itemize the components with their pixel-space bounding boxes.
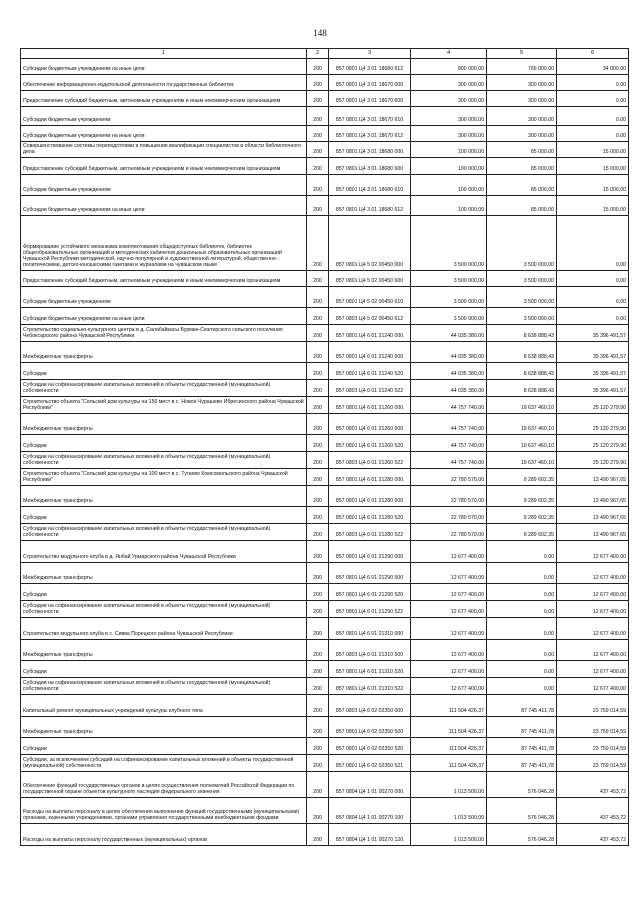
row-code-cell: 200 [307, 308, 329, 325]
row-kbk-cell: 857 0801 Ц4 6 01 21290 520 [329, 584, 411, 601]
row-approved-cell: 44 035 380,00 [411, 342, 487, 363]
row-kbk-cell: 857 0801 Ц4 6 01 21310 522 [329, 678, 411, 695]
table-row [21, 584, 629, 601]
row-kbk-cell: 857 0801 Ц4 3 01 18680 612 [329, 196, 411, 216]
row-kbk-cell: 857 0801 Ц4 6 01 21240 500 [329, 342, 411, 363]
table-row [21, 126, 629, 142]
header-cell: 3 [329, 49, 411, 59]
row-approved-cell: 12 677 400,00 [411, 584, 487, 601]
row-name-cell: Субсидии бюджетным учреждениям на иные цели [21, 126, 307, 142]
row-approved-cell: 100 000,00 [411, 175, 487, 196]
row-name-cell: Межбюджетные трансферты [21, 563, 307, 584]
row-code-cell: 200 [307, 342, 329, 363]
row-code-cell: 200 [307, 824, 329, 846]
row-kbk-cell: 857 0801 Ц4 6 01 21240 000 [329, 325, 411, 342]
row-approved-cell: 44 757 740,00 [411, 435, 487, 452]
row-kbk-cell: 857 0801 Ц4 6 01 21310 000 [329, 618, 411, 640]
row-remaining-cell: 23 759 014,59 [557, 755, 629, 772]
row-name-cell: Субсидии на софинансирование капитальных вложений в объекты государственной (муниципальной) собственности [21, 524, 307, 541]
row-code-cell: 200 [307, 640, 329, 661]
table-row [21, 216, 629, 271]
row-kbk-cell: 857 0801 Ц4 6 01 21280 500 [329, 486, 411, 507]
row-kbk-cell: 857 0801 Ц4 6 01 21260 000 [329, 397, 411, 414]
row-kbk-cell: 857 0801 Ц4 6 02 02350 521 [329, 755, 411, 772]
row-approved-cell: 12 677 400,00 [411, 541, 487, 563]
table-row [21, 452, 629, 469]
row-approved-cell: 12 677 400,00 [411, 678, 487, 695]
row-code-cell: 200 [307, 363, 329, 380]
row-name-cell: Субсидии [21, 435, 307, 452]
row-approved-cell: 300 000,00 [411, 107, 487, 126]
row-remaining-cell: 0,00 [557, 308, 629, 325]
row-name-cell: Субсидии [21, 584, 307, 601]
row-kbk-cell: 857 0801 Ц4 6 01 21310 500 [329, 640, 411, 661]
row-executed-cell: 0,00 [487, 640, 557, 661]
header-cell: 5 [487, 49, 557, 59]
table-row [21, 824, 629, 846]
row-remaining-cell: 437 453,72 [557, 798, 629, 824]
table-row [21, 325, 629, 342]
row-code-cell: 200 [307, 507, 329, 524]
row-remaining-cell: 12 677 400,00 [557, 678, 629, 695]
row-name-cell: Межбюджетные трансферты [21, 486, 307, 507]
row-code-cell: 200 [307, 91, 329, 107]
row-approved-cell: 12 677 400,00 [411, 601, 487, 618]
row-kbk-cell: 857 0801 Ц4 3 01 18670 610 [329, 107, 411, 126]
row-kbk-cell: 857 0801 Ц4 6 01 21290 522 [329, 601, 411, 618]
row-name-cell: Межбюджетные трансферты [21, 342, 307, 363]
row-code-cell: 200 [307, 678, 329, 695]
header-cell: 1 [21, 49, 307, 59]
row-code-cell: 200 [307, 175, 329, 196]
row-remaining-cell: 35 396 491,57 [557, 380, 629, 397]
row-approved-cell: 22 780 570,00 [411, 507, 487, 524]
row-name-cell: Субсидии [21, 661, 307, 678]
row-code-cell: 200 [307, 75, 329, 91]
table-row [21, 435, 629, 452]
table-row [21, 640, 629, 661]
row-approved-cell: 44 757 740,00 [411, 414, 487, 435]
row-executed-cell: 300 000,00 [487, 75, 557, 91]
row-remaining-cell: 23 759 014,59 [557, 738, 629, 755]
table-row [21, 469, 629, 486]
row-kbk-cell: 857 0801 Ц4 5 02 00450 610 [329, 287, 411, 308]
row-kbk-cell: 857 0801 Ц4 6 01 21280 522 [329, 524, 411, 541]
row-remaining-cell: 25 120 279,90 [557, 397, 629, 414]
row-remaining-cell: 12 677 400,00 [557, 563, 629, 584]
row-remaining-cell: 25 120 279,90 [557, 414, 629, 435]
row-kbk-cell: 857 0801 Ц4 3 01 18680 610 [329, 175, 411, 196]
row-kbk-cell: 857 0801 Ц4 3 01 18670 000 [329, 75, 411, 91]
table-header-row [21, 49, 629, 59]
row-executed-cell: 3 500 000,00 [487, 271, 557, 287]
row-kbk-cell: 857 0801 Ц4 6 01 21260 522 [329, 452, 411, 469]
row-kbk-cell: 857 0801 Ц4 6 01 21310 520 [329, 661, 411, 678]
row-approved-cell: 111 504 426,37 [411, 695, 487, 717]
row-executed-cell: 3 500 000,00 [487, 308, 557, 325]
row-executed-cell: 19 637 460,10 [487, 397, 557, 414]
row-approved-cell: 12 677 400,00 [411, 563, 487, 584]
row-code-cell: 200 [307, 738, 329, 755]
row-code-cell: 200 [307, 271, 329, 287]
row-remaining-cell: 15 000,00 [557, 158, 629, 175]
row-executed-cell: 8 638 888,43 [487, 325, 557, 342]
row-kbk-cell: 857 0801 Ц4 6 01 21280 000 [329, 469, 411, 486]
row-code-cell: 200 [307, 158, 329, 175]
row-code-cell: 200 [307, 524, 329, 541]
table-row [21, 755, 629, 772]
row-executed-cell: 576 046,28 [487, 798, 557, 824]
row-kbk-cell: 857 0804 Ц4 1 01 00270 120 [329, 824, 411, 846]
row-name-cell: Субсидии бюджетным учреждениям на иные цели [21, 59, 307, 75]
table-row [21, 59, 629, 75]
row-executed-cell: 19 637 460,10 [487, 435, 557, 452]
row-code-cell: 200 [307, 772, 329, 798]
row-approved-cell: 300 000,00 [411, 91, 487, 107]
row-approved-cell: 111 504 426,37 [411, 755, 487, 772]
budget-table [20, 48, 629, 846]
row-name-cell: Предоставление субсидий бюджетным, автономным учреждениям и иным некоммерческим организациям [21, 158, 307, 175]
row-remaining-cell: 437 453,72 [557, 772, 629, 798]
row-name-cell: Расходы на выплаты персоналу государственных (муниципальных) органов [21, 824, 307, 846]
row-remaining-cell: 15 000,00 [557, 196, 629, 216]
row-remaining-cell: 25 120 279,90 [557, 452, 629, 469]
row-remaining-cell: 12 677 400,00 [557, 584, 629, 601]
row-code-cell: 200 [307, 695, 329, 717]
row-name-cell: Совершенствование системы переподготовки и повышения квалификации специалистов в области библиотечного дела [21, 142, 307, 158]
table-row [21, 717, 629, 738]
table-row [21, 142, 629, 158]
row-code-cell: 200 [307, 601, 329, 618]
row-name-cell: Субсидии [21, 738, 307, 755]
row-name-cell: Межбюджетные трансферты [21, 640, 307, 661]
row-executed-cell: 85 000,00 [487, 175, 557, 196]
table-row [21, 91, 629, 107]
row-name-cell: Строительство объекта "Сельский дом культуры на 100 мест в с. Тугаево Комсомольского района Чувашской Республики" [21, 469, 307, 486]
row-code-cell: 200 [307, 661, 329, 678]
row-executed-cell: 87 745 411,78 [487, 695, 557, 717]
row-executed-cell: 3 500 000,00 [487, 287, 557, 308]
page-number: 148 [313, 28, 327, 38]
row-executed-cell: 3 500 000,00 [487, 216, 557, 271]
row-remaining-cell: 15 000,00 [557, 142, 629, 158]
row-code-cell: 200 [307, 469, 329, 486]
row-code-cell: 200 [307, 435, 329, 452]
row-kbk-cell: 857 0801 Ц4 6 01 21260 500 [329, 414, 411, 435]
row-kbk-cell: 857 0801 Ц4 3 01 18670 600 [329, 91, 411, 107]
row-remaining-cell: 12 677 400,00 [557, 661, 629, 678]
row-name-cell: Субсидии [21, 363, 307, 380]
row-code-cell: 200 [307, 216, 329, 271]
row-executed-cell: 19 637 460,10 [487, 414, 557, 435]
row-kbk-cell: 857 0801 Ц4 6 01 21240 520 [329, 363, 411, 380]
row-executed-cell: 0,00 [487, 618, 557, 640]
row-approved-cell: 22 780 570,00 [411, 524, 487, 541]
row-remaining-cell: 0,00 [557, 271, 629, 287]
table-row [21, 661, 629, 678]
row-kbk-cell: 857 0801 Ц4 3 01 18680 000 [329, 142, 411, 158]
row-remaining-cell: 437 453,72 [557, 824, 629, 846]
row-code-cell: 200 [307, 584, 329, 601]
row-name-cell: Субсидии бюджетным учреждениям [21, 175, 307, 196]
row-code-cell: 200 [307, 380, 329, 397]
table-row [21, 342, 629, 363]
table-row [21, 563, 629, 584]
row-kbk-cell: 857 0801 Ц4 6 02 02350 500 [329, 717, 411, 738]
row-executed-cell: 576 046,28 [487, 772, 557, 798]
row-kbk-cell: 857 0801 Ц4 6 01 21280 520 [329, 507, 411, 524]
row-remaining-cell: 0,00 [557, 126, 629, 142]
row-name-cell: Субсидии на софинансирование капитальных вложений в объекты государственной (муниципальной) собственности [21, 452, 307, 469]
table-row [21, 287, 629, 308]
header-cell: 2 [307, 49, 329, 59]
row-kbk-cell: 857 0804 Ц4 1 01 00270 000 [329, 772, 411, 798]
row-executed-cell: 0,00 [487, 541, 557, 563]
row-name-cell: Субсидии бюджетным учреждениям на иные цели [21, 308, 307, 325]
table-row [21, 618, 629, 640]
row-executed-cell: 300 000,00 [487, 107, 557, 126]
row-code-cell: 200 [307, 414, 329, 435]
row-executed-cell: 85 000,00 [487, 196, 557, 216]
row-code-cell: 200 [307, 717, 329, 738]
row-name-cell: Субсидии бюджетным учреждениям на иные цели [21, 196, 307, 216]
row-executed-cell: 0,00 [487, 601, 557, 618]
row-executed-cell: 0,00 [487, 584, 557, 601]
row-executed-cell: 19 637 460,10 [487, 452, 557, 469]
row-executed-cell: 85 000,00 [487, 158, 557, 175]
row-code-cell: 200 [307, 563, 329, 584]
row-remaining-cell: 13 490 967,65 [557, 524, 629, 541]
row-approved-cell: 300 000,00 [411, 126, 487, 142]
row-executed-cell: 0,00 [487, 563, 557, 584]
row-code-cell: 200 [307, 59, 329, 75]
row-remaining-cell: 35 396 491,57 [557, 325, 629, 342]
row-remaining-cell: 12 677 400,00 [557, 601, 629, 618]
row-executed-cell: 8 638 888,43 [487, 363, 557, 380]
row-remaining-cell: 12 677 400,00 [557, 618, 629, 640]
row-code-cell: 200 [307, 287, 329, 308]
row-code-cell: 200 [307, 486, 329, 507]
row-name-cell: Субсидии бюджетным учреждениям [21, 107, 307, 126]
row-approved-cell: 100 000,00 [411, 142, 487, 158]
row-approved-cell: 300 000,00 [411, 75, 487, 91]
row-executed-cell: 0,00 [487, 678, 557, 695]
row-executed-cell: 9 289 602,35 [487, 469, 557, 486]
table-row [21, 75, 629, 91]
row-name-cell: Строительство социально-культурного центра в д. Салабайкасы Бурман-Сюктерского сельского поселения Чебоксарского района Чувашской Республики [21, 325, 307, 342]
row-approved-cell: 44 035 380,00 [411, 325, 487, 342]
row-code-cell: 200 [307, 618, 329, 640]
row-name-cell: Субсидии на софинансирование капитальных вложений в объекты государственной (муниципальной) собственности [21, 678, 307, 695]
row-executed-cell: 8 638 888,43 [487, 342, 557, 363]
row-executed-cell: 576 046,28 [487, 824, 557, 846]
row-approved-cell: 44 035 380,00 [411, 363, 487, 380]
row-executed-cell: 9 289 602,35 [487, 524, 557, 541]
table-body [21, 59, 629, 846]
row-remaining-cell: 0,00 [557, 107, 629, 126]
row-kbk-cell: 857 0801 Ц4 5 02 00450 612 [329, 308, 411, 325]
row-remaining-cell: 0,00 [557, 75, 629, 91]
row-executed-cell: 87 745 411,78 [487, 738, 557, 755]
table-row [21, 196, 629, 216]
row-approved-cell: 12 677 400,00 [411, 640, 487, 661]
row-executed-cell: 0,00 [487, 661, 557, 678]
table-row [21, 738, 629, 755]
row-executed-cell: 87 745 411,78 [487, 755, 557, 772]
row-approved-cell: 111 504 426,37 [411, 717, 487, 738]
row-kbk-cell: 857 0801 Ц4 3 01 18670 612 [329, 126, 411, 142]
row-approved-cell: 3 500 000,00 [411, 287, 487, 308]
row-remaining-cell: 13 490 967,65 [557, 486, 629, 507]
row-name-cell: Обеспечение функций государственных органов в целях осуществления полномочий Российской Федерации по государственной охране объектов культурного наследия федерального значения [21, 772, 307, 798]
table-row [21, 175, 629, 196]
row-executed-cell: 300 000,00 [487, 126, 557, 142]
row-kbk-cell: 857 0801 Ц4 6 02 02350 000 [329, 695, 411, 717]
row-approved-cell: 3 500 000,00 [411, 216, 487, 271]
table-row [21, 158, 629, 175]
row-approved-cell: 44 035 380,00 [411, 380, 487, 397]
row-name-cell: Предоставление субсидий бюджетным, автономным учреждениям и иным некоммерческим организациям [21, 271, 307, 287]
row-kbk-cell: 857 0801 Ц4 5 02 00450 600 [329, 271, 411, 287]
row-remaining-cell: 35 396 491,57 [557, 363, 629, 380]
row-kbk-cell: 857 0801 Ц4 6 01 21240 522 [329, 380, 411, 397]
table-row [21, 772, 629, 798]
row-approved-cell: 100 000,00 [411, 158, 487, 175]
row-code-cell: 200 [307, 798, 329, 824]
row-approved-cell: 44 757 740,00 [411, 397, 487, 414]
row-kbk-cell: 857 0804 Ц4 1 01 00270 100 [329, 798, 411, 824]
row-kbk-cell: 857 0801 Ц4 6 01 21290 500 [329, 563, 411, 584]
table-row [21, 524, 629, 541]
row-kbk-cell: 857 0801 Ц4 6 01 21260 520 [329, 435, 411, 452]
row-remaining-cell: 23 759 014,59 [557, 695, 629, 717]
row-kbk-cell: 857 0801 Ц4 5 02 00450 000 [329, 216, 411, 271]
header-cell: 6 [557, 49, 629, 59]
row-name-cell: Субсидии бюджетным учреждениям [21, 287, 307, 308]
row-name-cell: Расходы на выплаты персоналу в целях обеспечения выполнения функций государственными (муниципальными) органами, казенными учреждениями, органами управления государственными внебюджетными фондами [21, 798, 307, 824]
table-row [21, 695, 629, 717]
row-kbk-cell: 857 0801 Ц4 3 01 18680 600 [329, 158, 411, 175]
row-code-cell: 200 [307, 541, 329, 563]
row-executed-cell: 9 289 602,35 [487, 486, 557, 507]
table-row [21, 308, 629, 325]
row-code-cell: 200 [307, 126, 329, 142]
row-approved-cell: 1 013 500,00 [411, 798, 487, 824]
row-name-cell: Строительство модульного клуба в д. Янбай Урмарского района Чувашской Республики [21, 541, 307, 563]
row-remaining-cell: 35 396 491,57 [557, 342, 629, 363]
row-remaining-cell: 12 677 400,00 [557, 640, 629, 661]
row-remaining-cell: 12 677 400,00 [557, 541, 629, 563]
row-approved-cell: 44 757 740,00 [411, 452, 487, 469]
row-remaining-cell: 23 759 014,59 [557, 717, 629, 738]
table-row [21, 380, 629, 397]
row-name-cell: Межбюджетные трансферты [21, 414, 307, 435]
row-kbk-cell: 857 0801 Ц4 3 01 18680 612 [329, 59, 411, 75]
row-code-cell: 200 [307, 325, 329, 342]
row-approved-cell: 3 500 000,00 [411, 271, 487, 287]
row-name-cell: Субсидии, за исключением субсидий на софинансирование капитальных вложений в объекты государственной (муниципальной) собственности [21, 755, 307, 772]
row-name-cell: Строительство объекта "Сельский дом культуры на 150 мест в с. Новое Чурашево Ибресинского района Чувашской Республики" [21, 397, 307, 414]
row-approved-cell: 111 504 426,37 [411, 738, 487, 755]
row-remaining-cell: 0,00 [557, 216, 629, 271]
row-code-cell: 200 [307, 755, 329, 772]
row-kbk-cell: 857 0801 Ц4 6 01 21290 000 [329, 541, 411, 563]
row-remaining-cell: 13 490 967,65 [557, 469, 629, 486]
row-approved-cell: 1 013 500,00 [411, 824, 487, 846]
row-approved-cell: 100 000,00 [411, 196, 487, 216]
row-code-cell: 200 [307, 142, 329, 158]
row-name-cell: Обеспечение информационно-издательской деятельности государственных библиотек [21, 75, 307, 91]
table-row [21, 601, 629, 618]
row-approved-cell: 22 780 570,00 [411, 486, 487, 507]
table-row [21, 397, 629, 414]
row-executed-cell: 300 000,00 [487, 91, 557, 107]
table-row [21, 363, 629, 380]
row-approved-cell: 12 677 400,00 [411, 618, 487, 640]
table-row [21, 486, 629, 507]
table-row [21, 798, 629, 824]
row-code-cell: 200 [307, 196, 329, 216]
row-code-cell: 200 [307, 397, 329, 414]
table-row [21, 678, 629, 695]
row-name-cell: Субсидии на софинансирование капитальных вложений в объекты государственной (муниципальной) собственности [21, 601, 307, 618]
row-executed-cell: 85 000,00 [487, 142, 557, 158]
row-approved-cell: 12 677 400,00 [411, 661, 487, 678]
row-code-cell: 200 [307, 107, 329, 126]
row-executed-cell: 766 000,00 [487, 59, 557, 75]
row-remaining-cell: 13 490 967,65 [557, 507, 629, 524]
row-remaining-cell: 15 000,00 [557, 175, 629, 196]
row-name-cell: Капитальный ремонт муниципальных учреждений культуры клубного типа [21, 695, 307, 717]
row-remaining-cell: 25 120 279,90 [557, 435, 629, 452]
row-executed-cell: 8 638 888,43 [487, 380, 557, 397]
table-row [21, 414, 629, 435]
header-cell: 4 [411, 49, 487, 59]
table-row [21, 271, 629, 287]
row-approved-cell: 800 000,00 [411, 59, 487, 75]
row-remaining-cell: 0,00 [557, 287, 629, 308]
row-kbk-cell: 857 0801 Ц4 6 02 02350 520 [329, 738, 411, 755]
row-code-cell: 200 [307, 452, 329, 469]
row-name-cell: Субсидии [21, 507, 307, 524]
row-executed-cell: 9 289 602,35 [487, 507, 557, 524]
row-approved-cell: 3 500 000,00 [411, 308, 487, 325]
row-name-cell: Строительство модульного клуба в с. Сивва Порецкого района Чувашской Республики [21, 618, 307, 640]
row-name-cell: Межбюджетные трансферты [21, 717, 307, 738]
row-remaining-cell: 0,00 [557, 91, 629, 107]
row-remaining-cell: 34 000,00 [557, 59, 629, 75]
row-name-cell: Предоставление субсидий бюджетным, автономным учреждениям и иным некоммерческим организациям [21, 91, 307, 107]
table-row [21, 107, 629, 126]
row-executed-cell: 87 745 411,78 [487, 717, 557, 738]
row-approved-cell: 22 780 570,00 [411, 469, 487, 486]
table-row [21, 541, 629, 563]
row-approved-cell: 1 013 500,00 [411, 772, 487, 798]
table-row [21, 507, 629, 524]
row-name-cell: Субсидии на софинансирование капитальных вложений в объекты государственной (муниципальной) собственности [21, 380, 307, 397]
row-name-cell: Формирование устойчивого механизма комплектования общедоступных библиотек, библиотек общеобразовательных организаций и методических кабинетов дошкольных образовательных организаций Чувашской Республики методической, научно-популярной и художественной литературой, общественно-политическими, детско-юношескими газетами и журналами на чувашском языке [21, 216, 307, 271]
